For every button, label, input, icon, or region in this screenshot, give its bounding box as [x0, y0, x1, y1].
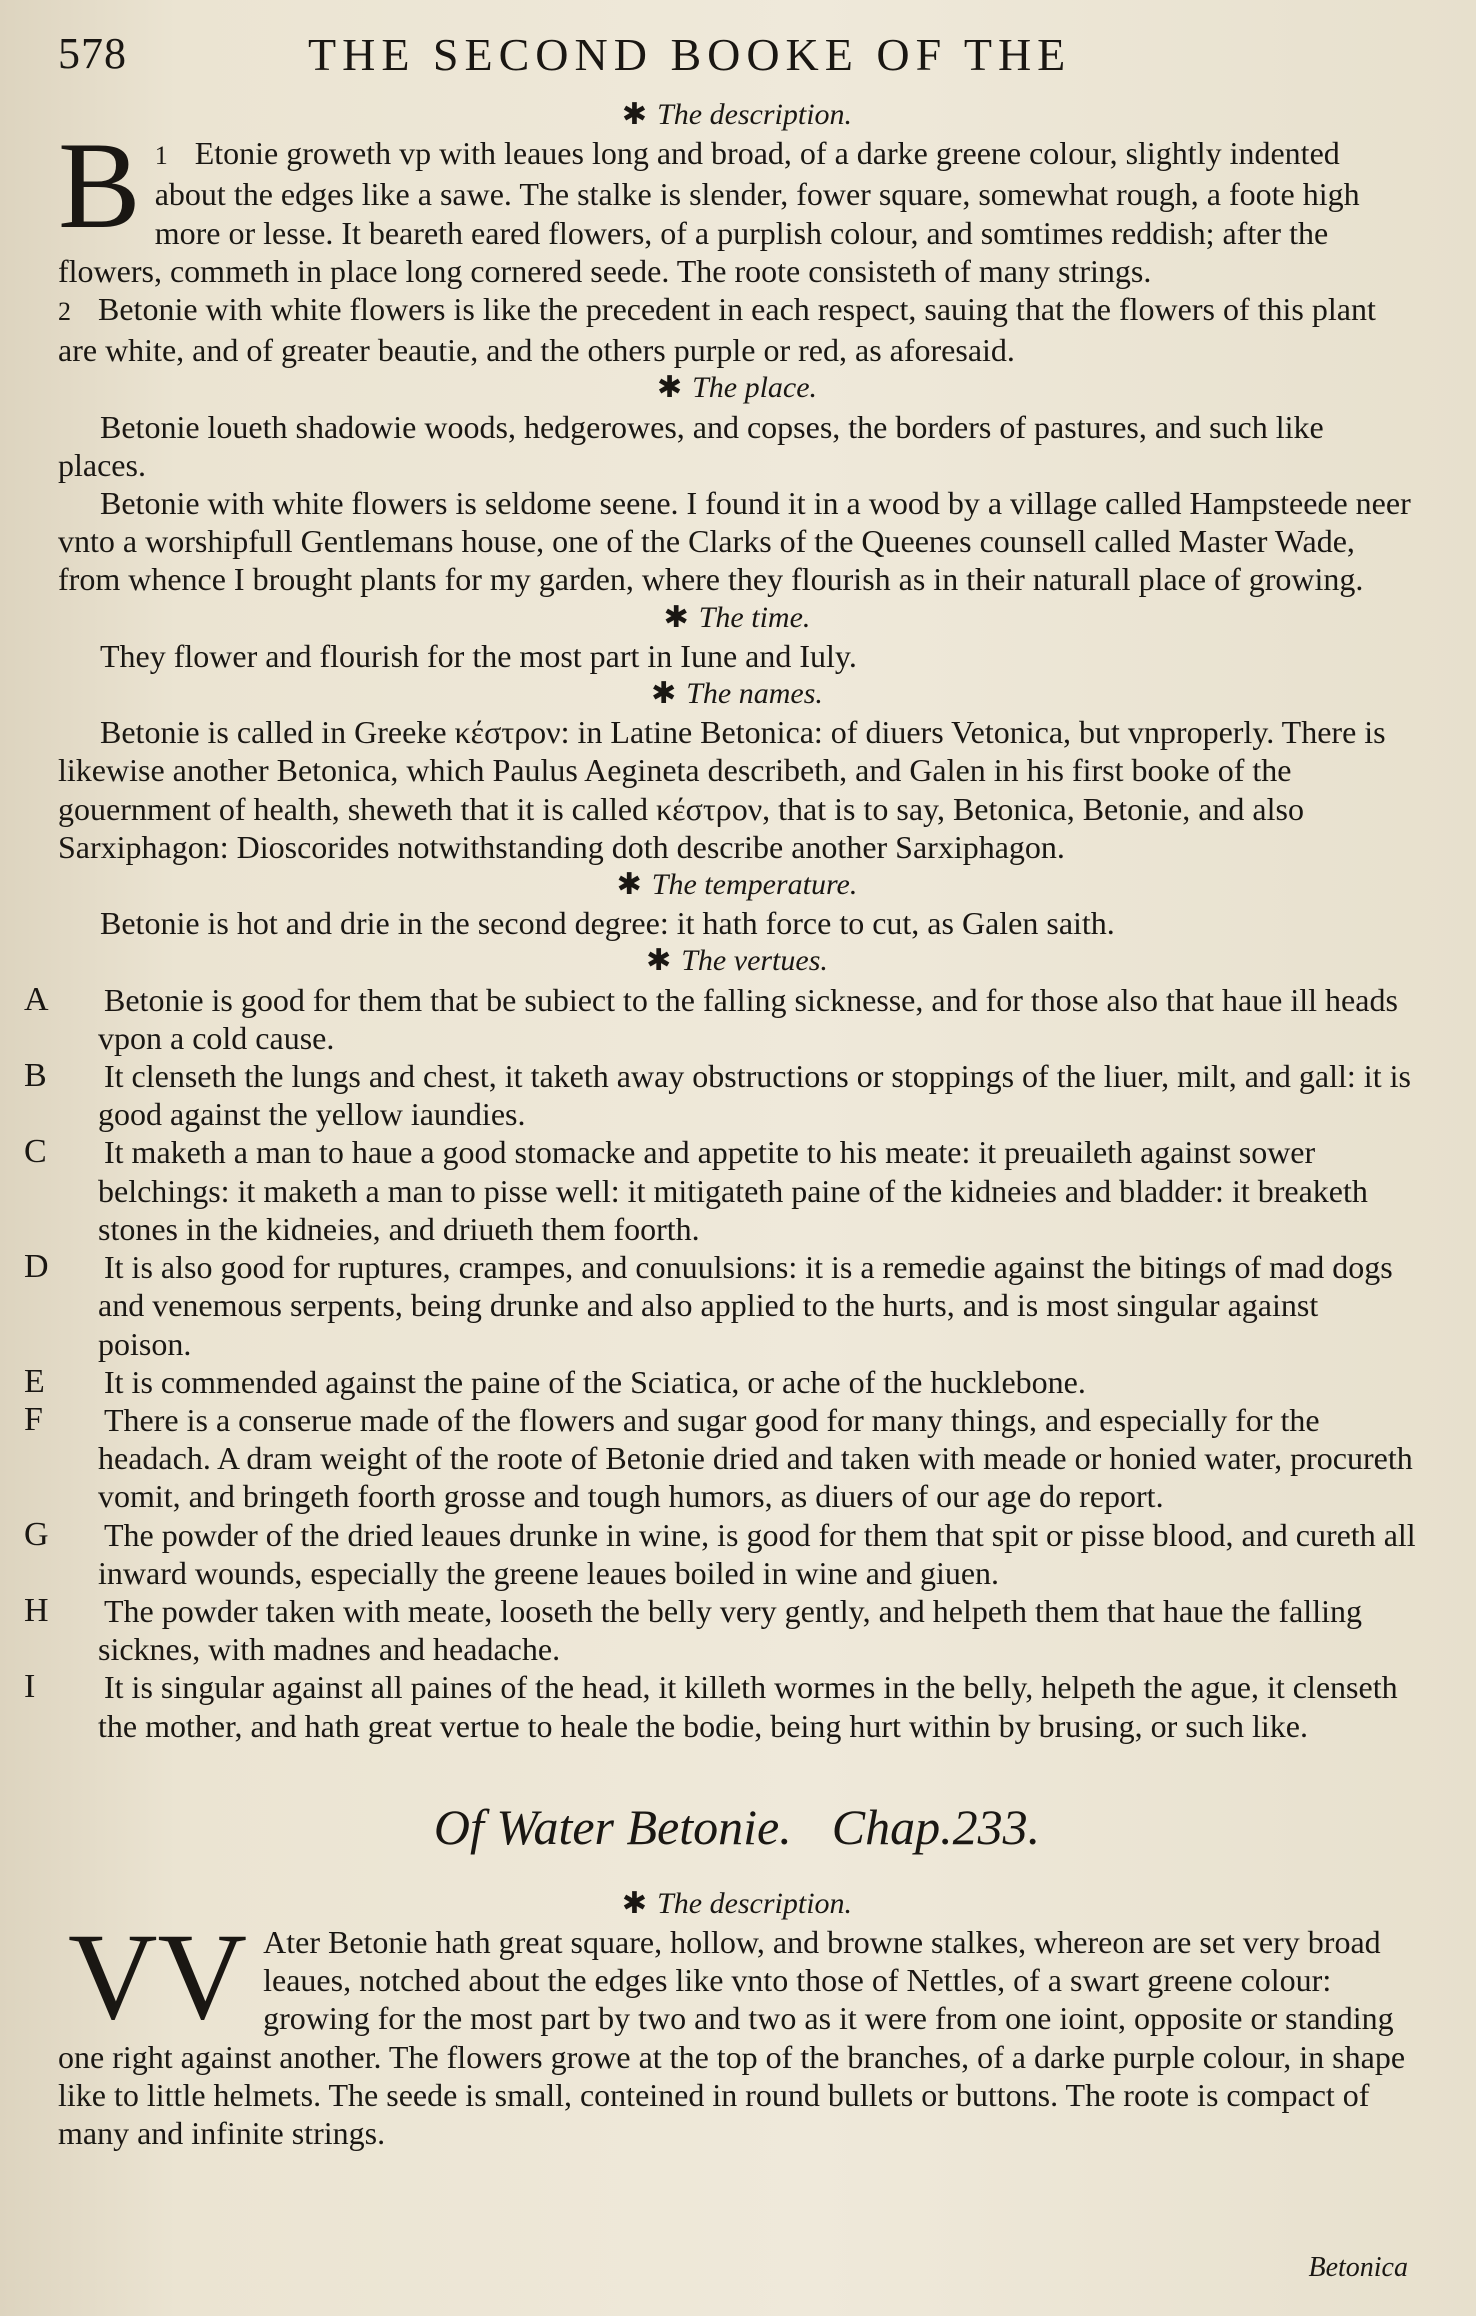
- margin-letter: I: [24, 1668, 36, 1706]
- heading-description: [58, 96, 1416, 134]
- page-body: [24, 96, 1416, 2152]
- vertue-text: Betonie is good for them that be subiect to the falling sicknesse, and for those also that haue ill heads vpon a cold cause.: [98, 981, 1398, 1056]
- heading-text: The temperature.: [651, 868, 858, 902]
- vertue-item-f: [24, 1400, 1416, 1516]
- vertue-item-c: [24, 1133, 1416, 1248]
- running-head: THE SECOND BOOKE OF THE: [308, 29, 1072, 80]
- vertue-item-i: [24, 1668, 1416, 1744]
- vertue-item-h: [24, 1591, 1416, 1668]
- heading-text: The place.: [692, 371, 818, 405]
- chapter-heading: [58, 1797, 1416, 1857]
- time-para-1: They flower and flourish for the most part in Iune and Iuly.: [100, 637, 857, 674]
- vertue-text: It is also good for ruptures, crampes, and conuulsions: it is a remedie against the bitings of mad dogs and venemous serpents, being drunke and also applied to the hurts, and is most singular against poison.: [98, 1249, 1393, 1362]
- heading-text: The time.: [698, 600, 811, 634]
- drop-cap: VV: [68, 1907, 248, 2045]
- para-text: Ater Betonie hath great square, hollow, and browne stalkes, whereon are set very broad leaues, notched about the edges like vnto those of Nettles, of a swart greene colour: growing for the most part by two and two as it were from one ioint, opposite or standing one right against another. The flowers growe at the top of the branches, of a darke purple colour, in shape like to little helmets. The seede is small, conteined in round bullets or buttons. The roote is compact of many and infinite strings.: [58, 1923, 1406, 2151]
- heading-description-2: [58, 1885, 1416, 1923]
- page-number: 578: [58, 29, 127, 78]
- margin-letter: E: [24, 1362, 45, 1400]
- description-para-1: [58, 117, 1416, 290]
- asterism-icon: ✱: [646, 944, 672, 978]
- vertue-text: It maketh a man to haue a good stomacke and appetite to his meate: it preuaileth against sower belchings: it maketh a man to pisse well: it mitigateth paine of the kidneies and bladder: it breaketh stones in the kidneies, and driueth them foorth.: [98, 1134, 1368, 1247]
- asterism-icon: ✱: [651, 677, 677, 711]
- vertue-text: There is a conserue made of the flowers and sugar good for many things, and especially for the headach. A dram weight of the roote of Betonie dried and taken with meade or honied water, procureth vomit, and bringeth foorth grosse and tough humors, as diuers of our age do report.: [98, 1401, 1413, 1515]
- asterism-icon: ✱: [663, 600, 689, 634]
- heading-names: [58, 675, 1416, 713]
- para-number: 2: [58, 297, 71, 327]
- chapter-number: Chap.233.: [831, 1798, 1041, 1855]
- page-header: [58, 22, 1416, 86]
- vertue-item-b: [24, 1057, 1416, 1133]
- vertue-text: It is singular against all paines of the head, it killeth wormes in the belly, helpeth the ague, it clenseth the mother, and hath great vertue to heale the bodie, being hurt within by brusing, or such like.: [98, 1669, 1398, 1744]
- heading-text: The names.: [686, 677, 823, 711]
- description-para-2: [58, 290, 1416, 369]
- heading-place: [58, 369, 1416, 407]
- drop-cap: B: [58, 117, 141, 255]
- margin-letter: G: [24, 1515, 49, 1553]
- vertue-item-d: [24, 1248, 1416, 1363]
- para-number: 1: [154, 141, 168, 171]
- heading-time: [58, 599, 1416, 637]
- margin-letter: F: [24, 1400, 43, 1438]
- margin-letter: A: [24, 980, 49, 1018]
- temperature-para-1: Betonie is hot and drie in the second degree: it hath force to cut, as Galen saith.: [100, 905, 1115, 942]
- vertue-text: The powder of the dried leaues drunke in wine, is good for them that spit or pisse blood, and cureth all inward wounds, especially the greene leaues boiled in wine and giuen.: [98, 1516, 1416, 1591]
- vertue-text: The powder taken with meate, looseth the belly very gently, and helpeth them that haue the falling sicknes, with madnes and headache.: [98, 1592, 1362, 1668]
- margin-letter: D: [24, 1248, 49, 1286]
- margin-letter: C: [24, 1133, 47, 1171]
- vertue-item-e: [24, 1362, 1416, 1401]
- para-text: Etonie groweth vp with leaues long and broad, of a darke greene colour, slightly indented about the edges like a sawe. The stalke is slender, fower square, somewhat rough, a foote high more or lesse. It beareth eared flowers, of a purplish colour, and somtimes reddish; after the flowers, commeth in place long cornered seede. The roote consisteth of many strings.: [58, 135, 1360, 289]
- vertue-item-g: [24, 1515, 1416, 1592]
- asterism-icon: ✱: [616, 868, 642, 902]
- heading-temperature: [58, 866, 1416, 904]
- margin-letter: B: [24, 1057, 47, 1095]
- heading-text: The description.: [657, 1886, 853, 1920]
- vertue-text: It clenseth the lungs and chest, it taketh away obstructions or stoppings of the liuer, milt, and gall: it is good against the yellow iaundies.: [98, 1058, 1411, 1133]
- asterism-icon: ✱: [621, 1886, 648, 1920]
- names-para-1: Betonie is called in Greeke κέστρον: in Latine Betonica: of diuers Vetonica, but vnproperly. There is likewise another Betonica, which Paulus Aegineta describeth, and Galen in his first booke of the gouernment of health, sheweth that it is called κέστρον, that is to say, Betonica, Betonie, and also Sarxiphagon: Dioscorides notwithstanding doth describe another Sarxiphagon.: [58, 714, 1386, 865]
- asterism-icon: ✱: [656, 371, 683, 405]
- heading-text: The vertues.: [681, 944, 828, 978]
- margin-letter: H: [24, 1591, 49, 1629]
- vertue-text: It is commended against the paine of the Sciatica, or ache of the hucklebone.: [104, 1363, 1086, 1400]
- chapter-title: Of Water Betonie.: [433, 1798, 792, 1855]
- place-para-1: Betonie loueth shadowie woods, hedgerowes, and copses, the borders of pastures, and such like places.: [58, 408, 1324, 483]
- water-betonie-para: [58, 1907, 1416, 2152]
- asterism-icon: ✱: [621, 98, 648, 131]
- heading-text: The description.: [657, 98, 853, 131]
- vertue-item-a: [24, 980, 1416, 1057]
- place-para-2: Betonie with white flowers is seldome seene. I found it in a wood by a village called Hampsteede neer vnto a worshipfull Gentlemans house, one of the Clarks of the Queenes counsell called Master Wade, from whence I brought plants for my garden, where they flourish as in their naturall place of growing.: [58, 485, 1411, 598]
- para-text: Betonie with white flowers is like the precedent in each respect, sauing that the flowers of this plant are white, and of greater beautie, and the others purple or red, as aforesaid.: [58, 291, 1376, 369]
- catchword: Betonica: [1308, 2252, 1408, 2283]
- heading-vertues: [58, 942, 1416, 980]
